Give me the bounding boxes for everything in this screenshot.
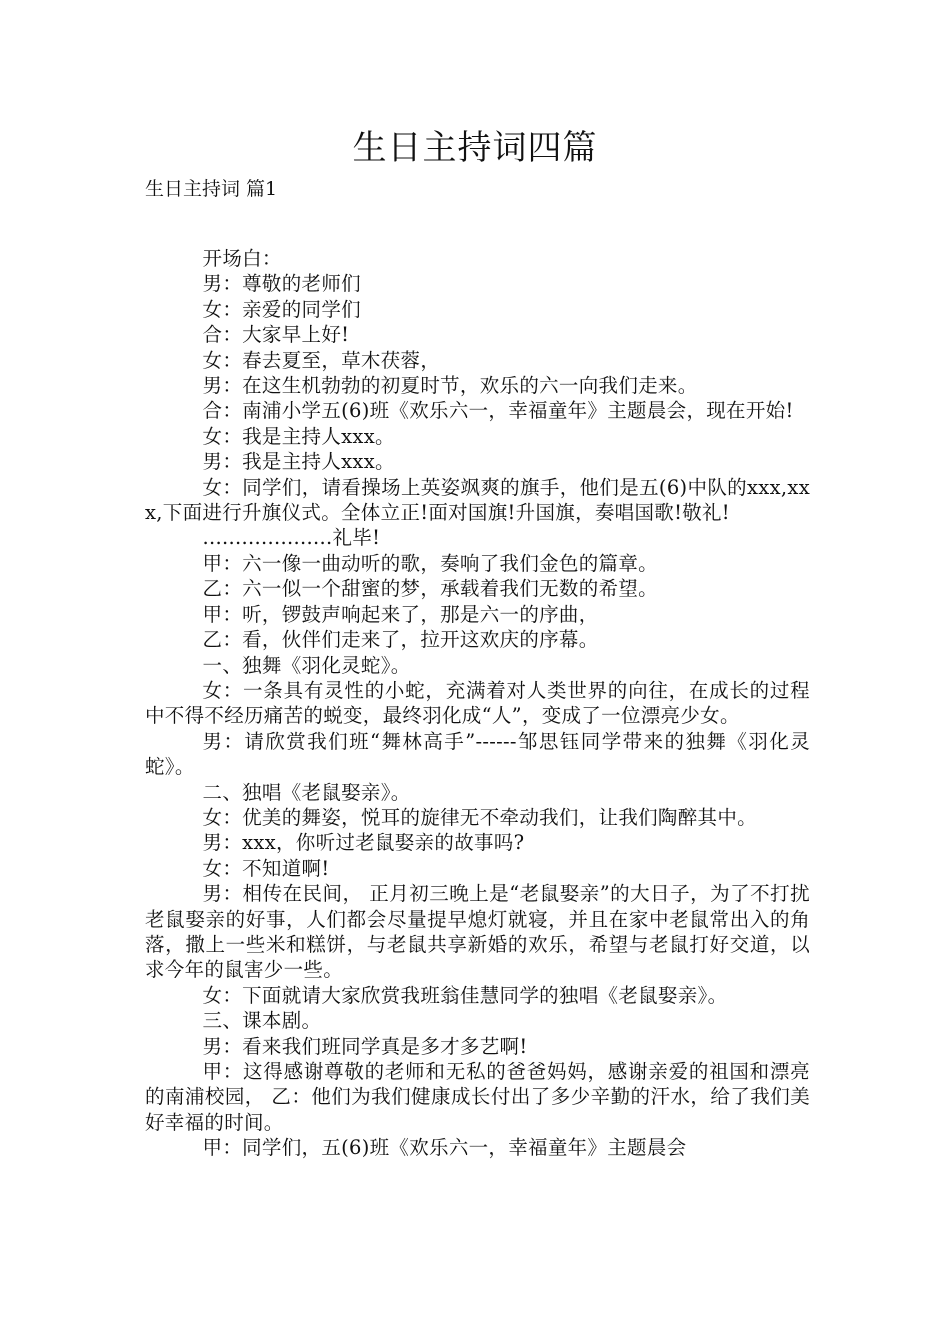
paragraph: 开场白： — [202, 247, 282, 270]
paragraph: ....................礼毕! — [202, 526, 381, 550]
paragraph: 一、独舞《羽化灵蛇》。 — [202, 653, 411, 677]
paragraph: 男：请欣赏我们班“舞林高手”------邹思钰同学带来的独舞《羽化灵蛇》。 — [145, 729, 810, 779]
paragraph: 男：xxx，你听过老鼠娶亲的故事吗? — [202, 831, 525, 855]
paragraph: 乙：看，伙伴们走来了，拉开这欢庆的序幕。 — [202, 628, 599, 652]
document-subtitle: 生日主持词 篇1 — [145, 178, 278, 200]
paragraph: 甲：这得感谢尊敬的老师和无私的爸爸妈妈，感谢亲爱的祖国和漂亮的南浦校园， 乙：他们为我们健康成长付出了多少辛勤的汗水，给了我们美好幸福的时间。 — [145, 1060, 810, 1134]
paragraph: 女：下面就请大家欣赏我班翁佳慧同学的独唱《老鼠娶亲》。 — [202, 983, 728, 1007]
paragraph: 男：尊敬的老师们 — [202, 272, 361, 296]
paragraph: 女：我是主持人xxx。 — [202, 424, 395, 448]
paragraph: 男：看来我们班同学真是多才多艺啊! — [202, 1034, 528, 1058]
paragraph: 男：在这生机勃勃的初夏时节，欢乐的六一向我们走来。 — [202, 374, 698, 398]
paragraph: 女：不知道啊! — [202, 856, 330, 880]
paragraph: 男：我是主持人xxx。 — [202, 450, 395, 474]
paragraph: 二、独唱《老鼠娶亲》。 — [202, 780, 411, 804]
paragraph: 三、课本剧。 — [202, 1009, 322, 1033]
paragraph: 女：优美的舞姿，悦耳的旋律无不牵动我们，让我们陶醉其中。 — [202, 805, 757, 829]
paragraph: 女：同学们，请看操场上英姿飒爽的旗手，他们是五(6)中队的xxx,xxx,下面进行升旗仪式。全体立正!面对国旗!升国旗，奏唱国歌!敬礼! — [145, 475, 810, 525]
paragraph: 女：一条具有灵性的小蛇，充满着对人类世界的向往，在成长的过程中不得不经历痛苦的蜕变，最终羽化成“人”，变成了一位漂亮少女。 — [145, 678, 810, 728]
paragraph: 甲：六一像一曲动听的歌，奏响了我们金色的篇章。 — [202, 551, 658, 575]
paragraph: 女：亲爱的同学们 — [202, 297, 361, 321]
paragraph: 甲：同学们，五(6)班《欢乐六一，幸福童年》主题晨会 — [202, 1136, 687, 1160]
paragraph: 甲：听，锣鼓声响起来了，那是六一的序曲， — [202, 602, 599, 626]
paragraph: 乙：六一似一个甜蜜的梦，承载着我们无数的希望。 — [202, 577, 658, 601]
paragraph: 合：大家早上好! — [202, 323, 350, 347]
paragraph: 男：相传在民间， 正月初三晚上是“老鼠娶亲”的大日子，为了不打扰老鼠娶亲的好事，人们都会尽量提早熄灯就寝，并且在家中老鼠常出入的角落，撒上一些米和糕饼，与老鼠共享新婚的欢乐，希望与老鼠打好交道，以求今年的鼠害少一些。 — [145, 882, 810, 982]
document-title: 生日主持词四篇 — [352, 128, 598, 168]
paragraph: 合：南浦小学五(6)班《欢乐六一，幸福童年》主题晨会，现在开始! — [202, 399, 794, 423]
paragraph: 女：春去夏至，草木茯蓉， — [202, 348, 441, 372]
document-body — [145, 246, 810, 1161]
